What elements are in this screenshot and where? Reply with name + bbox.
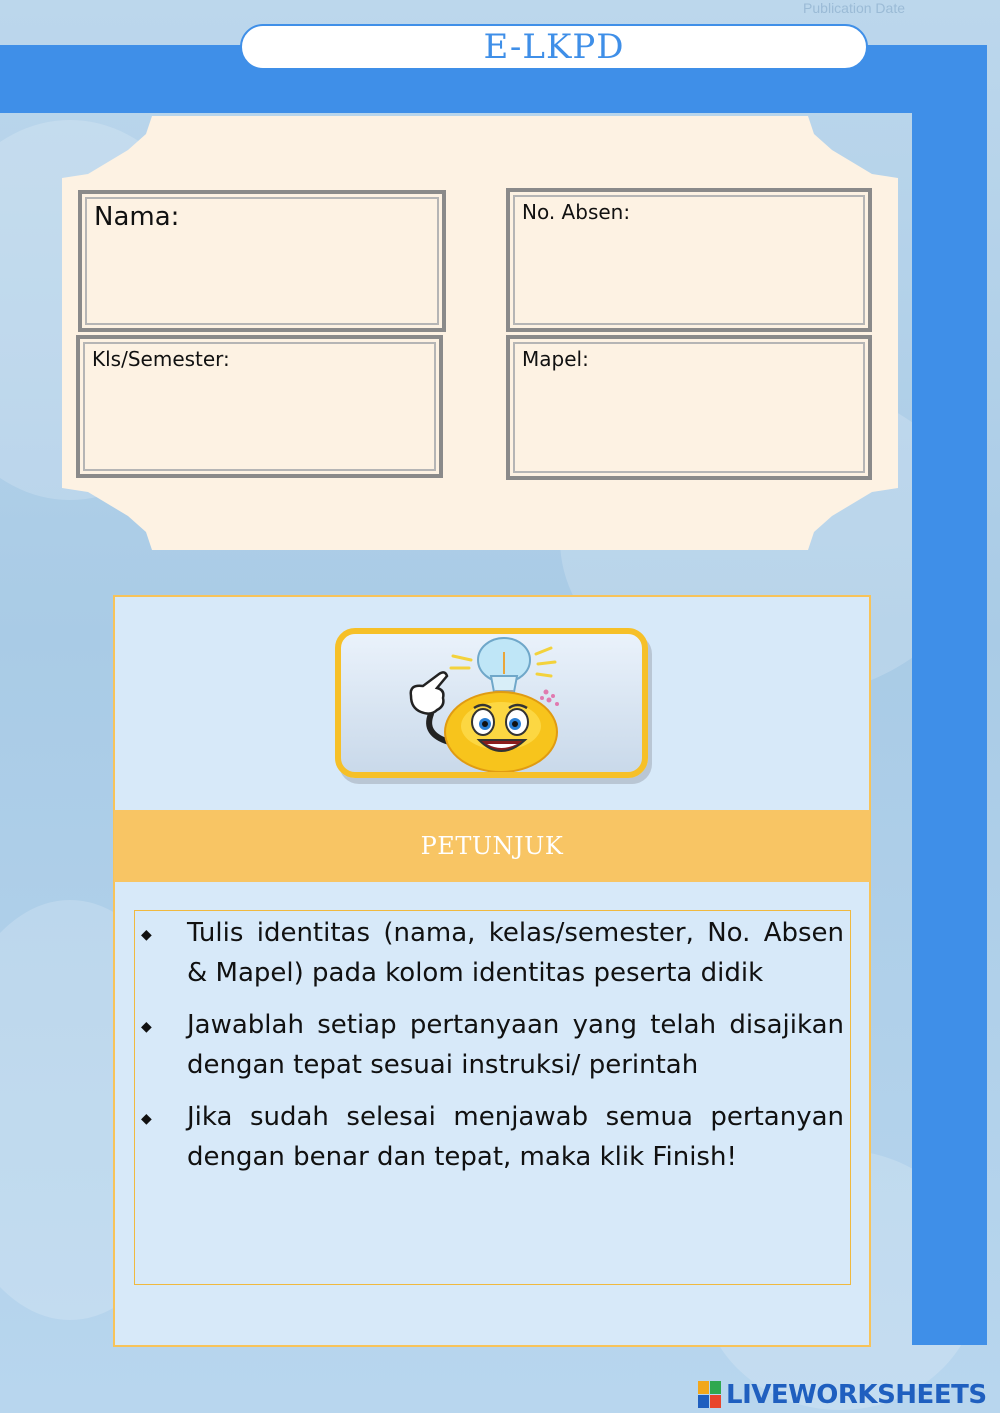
- instructions-heading: PETUNJUK: [114, 810, 870, 882]
- bullet-icon: ◆: [141, 1019, 152, 1035]
- instruction-text: Jawablah setiap pertanyaan yang telah disajikan dengan tepat sesuai instruksi/ perintah: [187, 1010, 844, 1080]
- page-title: E-LKPD: [240, 24, 868, 70]
- mapel-field[interactable]: [506, 335, 872, 480]
- brand-name: LIVEWORKSHEETS: [726, 1380, 987, 1410]
- nama-label: Nama:: [94, 202, 180, 232]
- kelas-semester-label: Kls/Semester:: [92, 347, 230, 371]
- side-bar: [912, 45, 987, 1345]
- list-item: [135, 913, 844, 993]
- absen-field[interactable]: [506, 188, 872, 332]
- nama-field[interactable]: [78, 190, 446, 332]
- idea-icon-frame: [335, 628, 648, 778]
- idea-lightbulb-smiley-icon: [341, 634, 642, 772]
- list-item: [135, 1005, 844, 1085]
- identity-card: [62, 116, 898, 550]
- bullet-icon: ◆: [141, 927, 152, 943]
- bullet-icon: ◆: [141, 1111, 152, 1127]
- mapel-label: Mapel:: [522, 347, 589, 371]
- liveworksheets-logo-icon: [698, 1381, 722, 1409]
- list-item: [135, 1097, 844, 1177]
- instruction-text: Jika sudah selesai menjawab semua pertanyan dengan benar dan tepat, maka klik Finish!: [187, 1102, 844, 1172]
- absen-label: No. Absen:: [522, 200, 631, 224]
- instruction-text: Tulis identitas (nama, kelas/semester, No. Absen & Mapel) pada kolom identitas peserta didik: [187, 918, 844, 988]
- instructions-box: [134, 910, 851, 1285]
- instructions-list: [135, 913, 844, 1177]
- liveworksheets-logo[interactable]: [698, 1378, 987, 1412]
- publication-date-label: Publication Date: [803, 0, 905, 16]
- kelas-semester-field[interactable]: [76, 335, 443, 478]
